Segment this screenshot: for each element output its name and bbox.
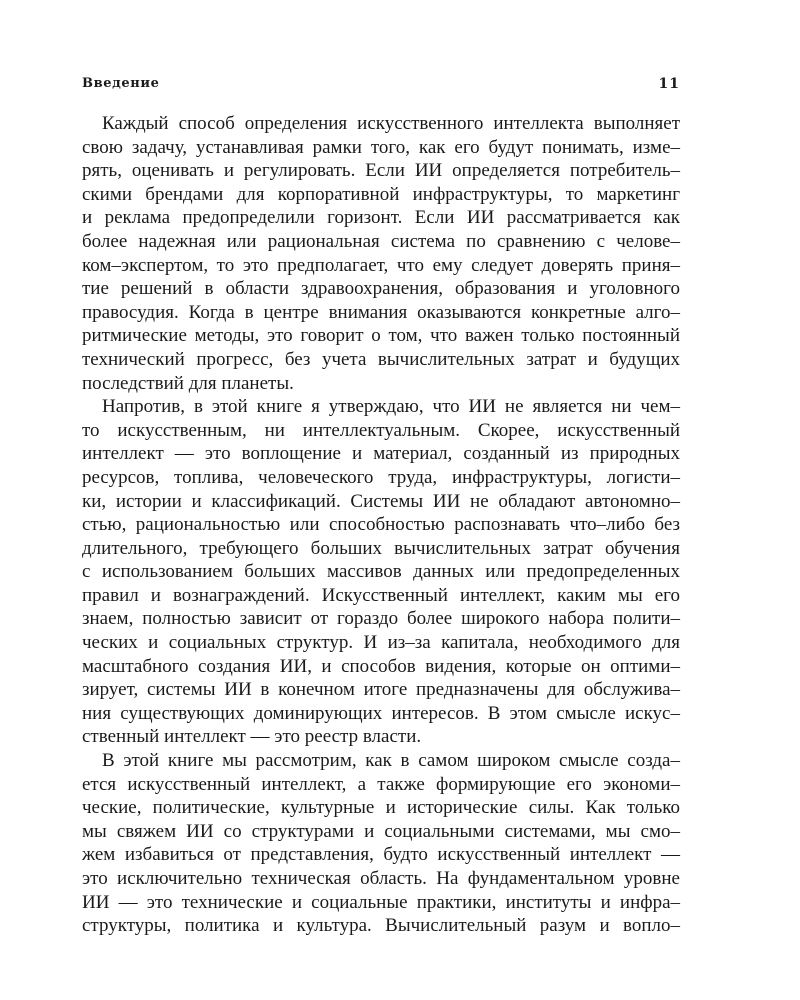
running-header bbox=[82, 76, 680, 98]
text-line: зирует, системы ИИ в конечном итоге предназначены для обслужива– bbox=[82, 679, 680, 701]
text-line: то искусственным, ни интеллектуальным. Скорее, искусственный bbox=[82, 419, 680, 441]
text-line: масштабного создания ИИ, и способов видения, которые он оптими– bbox=[82, 655, 680, 677]
text-line: ческих и социальных структур. И из–за капитала, необходимого для bbox=[82, 632, 680, 654]
text-line: тие решений в области здравоохранения, образования и уголовного bbox=[82, 278, 680, 300]
text-line: ческие, политические, культурные и исторические силы. Как только bbox=[82, 797, 680, 819]
text-line: интеллект — это воплощение и материал, созданный из природных bbox=[82, 443, 680, 465]
paragraph-1 bbox=[82, 112, 680, 395]
text-line: свою задачу, устанавливая рамки того, как его будут понимать, изме– bbox=[82, 136, 680, 158]
text-line: ритмические методы, это говорит о том, что важен только постоянный bbox=[82, 325, 680, 347]
text-line: ком–экспертом, то это предполагает, что ему следует доверять приня– bbox=[82, 254, 680, 276]
text-line: и реклама предопределили горизонт. Если ИИ рассматривается как bbox=[82, 207, 680, 229]
text-line: ки, истории и классификаций. Системы ИИ не обладают автономно– bbox=[82, 490, 680, 512]
text-line: Напротив, в этой книге я утверждаю, что ИИ не является ни чем– bbox=[102, 396, 680, 418]
text-line: длительного, требующего больших вычислительных затрат обучения bbox=[82, 537, 680, 559]
text-line: ния существующих доминирующих интересов. В этом смысле искус– bbox=[82, 702, 680, 724]
text-line: с использованием больших массивов данных или предопределенных bbox=[82, 561, 680, 583]
text-line: последствий для планеты. bbox=[82, 372, 294, 394]
text-line: мы свяжем ИИ со структурами и социальными системами, мы смо– bbox=[82, 820, 680, 842]
text-line: более надежная или рациональная система по сравнению с челове– bbox=[82, 230, 680, 252]
page-number: 11 bbox=[658, 76, 680, 92]
text-line: знаем, полностью зависит от гораздо более широкого набора полити– bbox=[82, 608, 680, 630]
text-line: скими брендами для корпоративной инфраструктуры, то маркетинг bbox=[82, 183, 680, 205]
text-line: ИИ — это технические и социальные практики, институты и инфра– bbox=[82, 891, 680, 913]
text-line: Каждый способ определения искусственного интеллекта выполняет bbox=[102, 113, 680, 134]
text-line: технический прогресс, без учета вычислительных затрат и будущих bbox=[82, 348, 680, 370]
text-line: ресурсов, топлива, человеческого труда, инфраструктуры, логисти– bbox=[82, 466, 680, 488]
text-line: это исключительно техническая область. На фундаментальном уровне bbox=[82, 868, 680, 889]
text-line: структуры, политика и культура. Вычислительный разум и вопло– bbox=[82, 915, 680, 937]
paragraph-2 bbox=[82, 395, 680, 749]
text-line: В этой книге мы рассмотрим, как в самом широком смысле созда– bbox=[102, 750, 680, 772]
text-line: жем избавиться от представления, будто искусственный интеллект — bbox=[82, 844, 680, 866]
paragraph-3 bbox=[82, 749, 680, 938]
chapter-title: Введение bbox=[82, 76, 160, 91]
text-line: ственный интеллект — это реестр власти. bbox=[82, 726, 422, 748]
text-line: стью, рациональностью или способностью распознавать что–либо без bbox=[82, 514, 680, 536]
text-line: правил и вознаграждений. Искусственный интеллект, каким мы его bbox=[82, 584, 680, 606]
body-text bbox=[82, 112, 680, 938]
text-line: рять, оценивать и регулировать. Если ИИ определяется потребитель– bbox=[82, 160, 680, 182]
text-line: ется искусственный интеллект, а также формирующие его экономи– bbox=[82, 773, 680, 795]
text-line: правосудия. Когда в центре внимания оказываются конкретные алго– bbox=[82, 301, 680, 323]
